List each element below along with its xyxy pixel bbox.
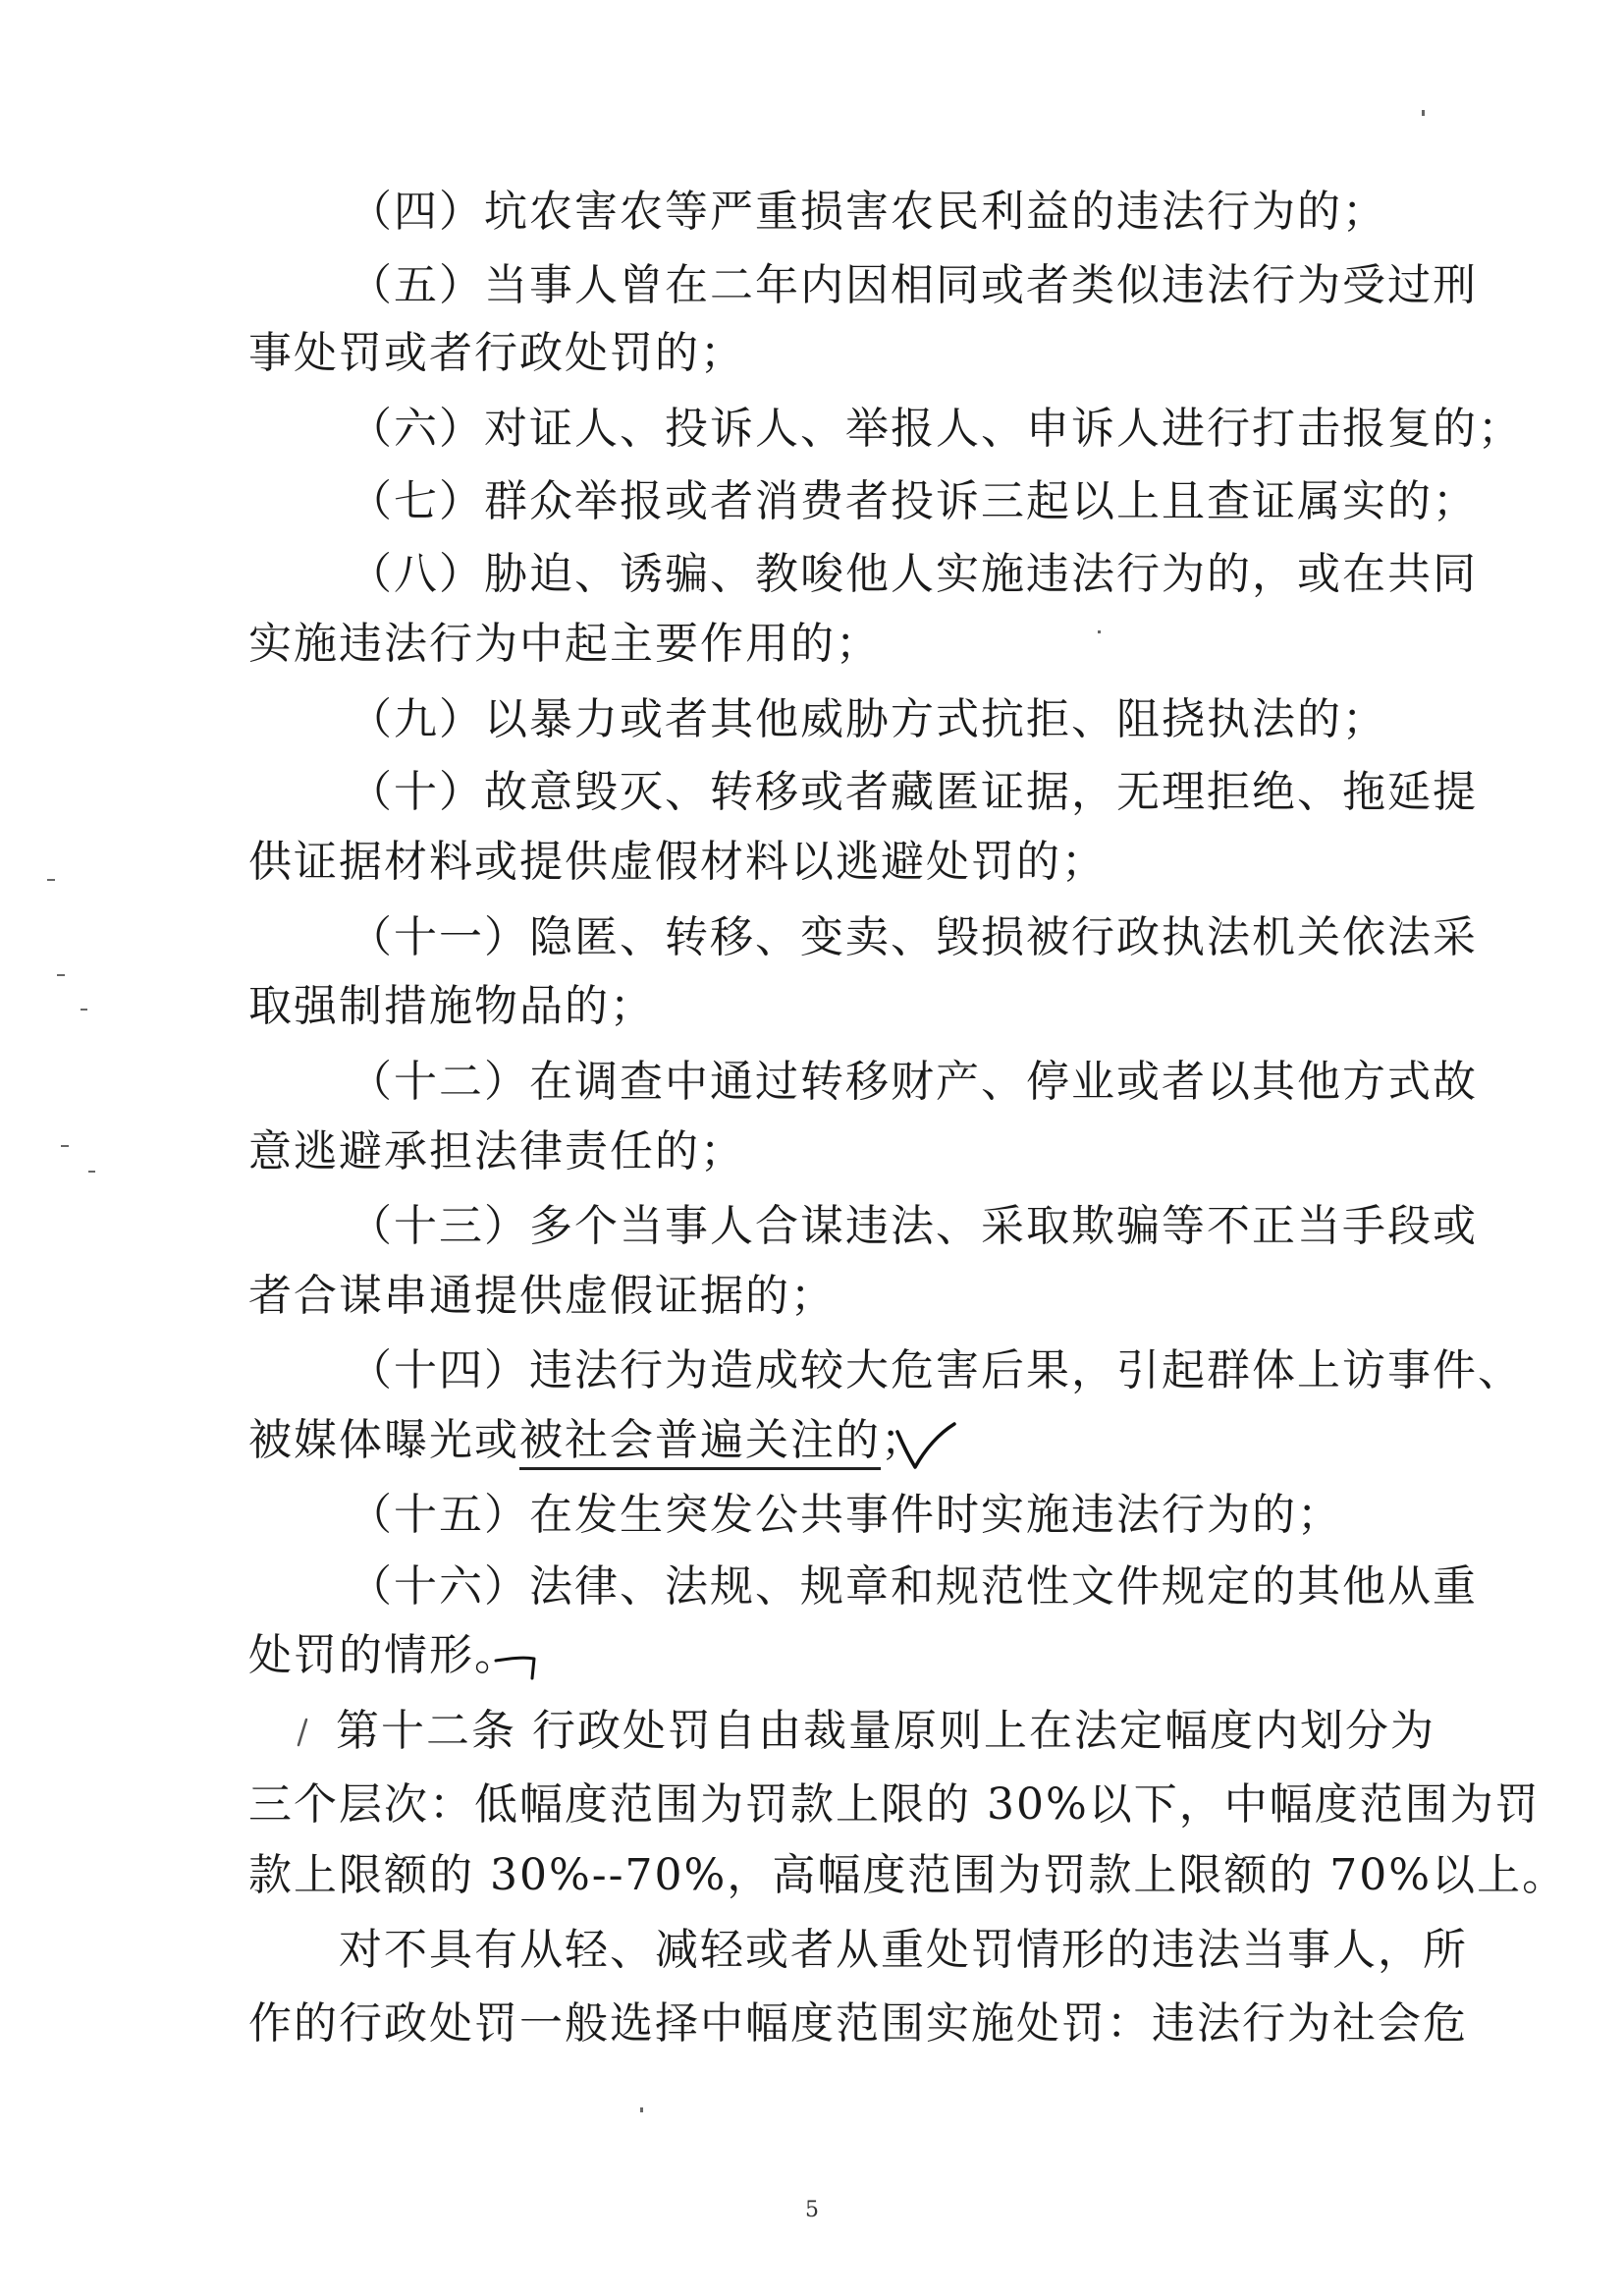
text-line: 作的行政处罚一般选择中幅度范围实施处罚：违法行为社会危 [248, 1998, 1468, 2049]
handwritten-checkmark-icon [892, 1418, 960, 1473]
text-line: 事处罚或者行政处罚的； [248, 328, 745, 378]
text-line: （十）故意毁灭、转移或者藏匿证据，无理拒绝、拖延提 [349, 767, 1478, 817]
text-line: 对不具有从轻、减轻或者从重处罚情形的违法当事人，所 [339, 1925, 1468, 1975]
text-line: （八）胁迫、诱骗、教唆他人实施违法行为的，或在共同 [349, 549, 1478, 599]
text-line: （五）当事人曾在二年内因相同或者类似违法行为受过刑 [349, 260, 1478, 310]
text-line: （十三）多个当事人合谋违法、采取欺骗等不正当手段或 [349, 1201, 1478, 1251]
page-number: 5 [805, 2198, 819, 2222]
text-line: （九）以暴力或者其他威胁方式抗拒、阻挠执法的； [349, 694, 1387, 744]
article-heading-line: 第十二条 行政处罚自由裁量原则上在法定幅度内划分为 [336, 1706, 1435, 1756]
text-line: （四）坑农害农等严重损害农民利益的违法行为的； [349, 187, 1387, 237]
text-segment: 被媒体曝光或 [248, 1415, 519, 1465]
text-line: （十一）隐匿、转移、变卖、毁损被行政执法机关依法采 [349, 912, 1478, 962]
text-line: （十六）法律、法规、规章和规范性文件规定的其他从重 [349, 1561, 1478, 1612]
text-line: 实施违法行为中起主要作用的； [248, 619, 881, 669]
text-line: 者合谋串通提供虚假证据的； [248, 1271, 836, 1321]
text-line: （十二）在调查中通过转移财产、停业或者以其他方式故 [349, 1057, 1478, 1107]
handwritten-stroke-mark-icon [291, 1716, 314, 1749]
text-line: 款上限额的 30%--70%，高幅度范围为罚款上限额的 70%以上。 [248, 1850, 1568, 1900]
text-line: （七）群众举报或者消费者投诉三起以上且查证属实的； [349, 476, 1478, 526]
text-segment: ； [881, 1415, 926, 1465]
text-line: 处罚的情形。 [248, 1630, 519, 1680]
text-line: （十五）在发生突发公共事件时实施违法行为的； [349, 1490, 1342, 1540]
text-line: （十四）违法行为造成较大危害后果，引起群体上访事件、 [349, 1345, 1523, 1395]
text-line: （六）对证人、投诉人、举报人、申诉人进行打击报复的； [349, 404, 1523, 454]
text-line: 取强制措施物品的； [248, 981, 655, 1031]
text-line: 意逃避承担法律责任的； [248, 1126, 745, 1176]
underlined-phrase: 被社会普遍关注的 [519, 1415, 881, 1470]
text-line: 三个层次：低幅度范围为罚款上限的 30%以下，中幅度范围为罚 [248, 1779, 1541, 1830]
text-line: 供证据材料或提供虚假材料以逃避处罚的； [248, 837, 1107, 887]
handwritten-bracket-mark-icon [493, 1647, 540, 1682]
